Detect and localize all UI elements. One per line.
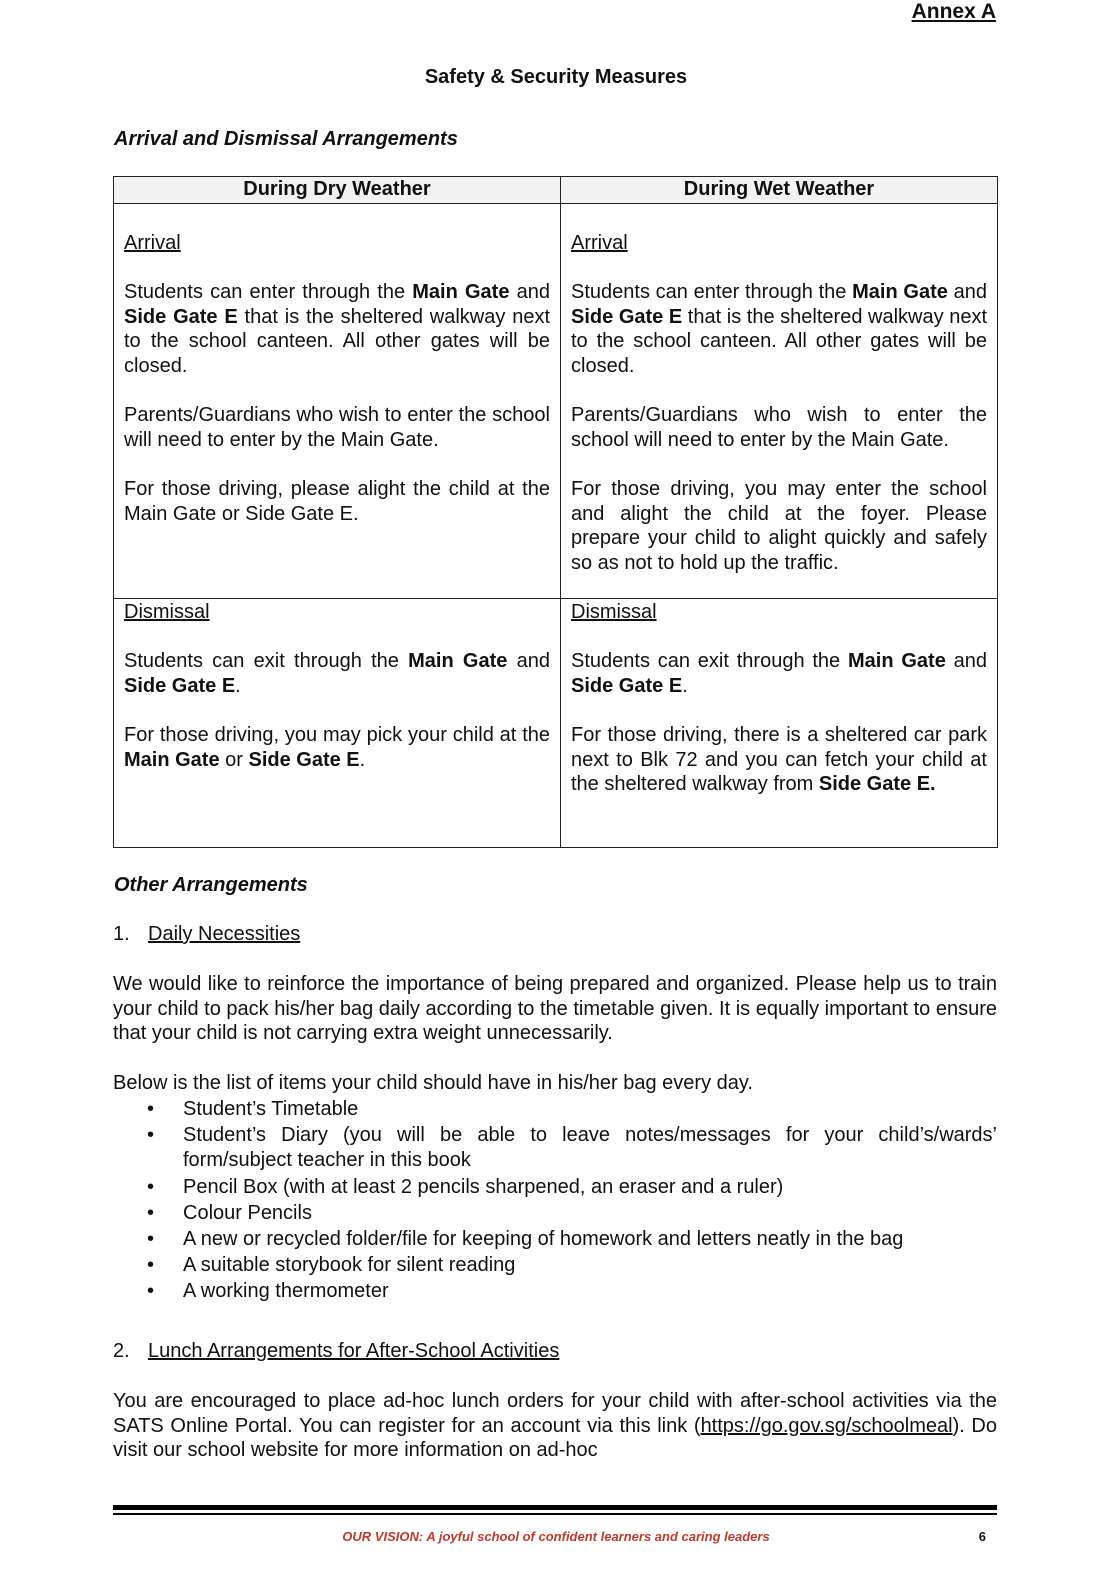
list-item: • A working thermometer: [147, 1280, 389, 1303]
column-header-wet: During Wet Weather: [561, 177, 998, 204]
schoolmeal-link[interactable]: https://go.gov.sg/schoolmeal: [700, 1414, 953, 1437]
dry-arrival-para-3: For those driving, please alight the child at the Main Gate or Side Gate E.: [124, 477, 550, 525]
wet-arrival-label: Arrival: [571, 232, 628, 254]
wet-dismissal-cell: [561, 599, 998, 848]
list-item: • Student’s Timetable: [147, 1098, 359, 1120]
list-item: • Pencil Box (with at least 2 pencils sharpened, an eraser and a ruler): [147, 1175, 784, 1198]
item-2-title: Lunch Arrangements for After-School Activities: [148, 1340, 560, 1362]
wet-arrival-para-3: For those driving, you may enter the school and alight the child at the foyer. Please prepare your child to alight quickly and safely so as not to hold up the traffic.: [571, 477, 987, 574]
dry-dismissal-label: Dismissal: [124, 601, 210, 623]
item-2-heading: [113, 1340, 559, 1363]
item-2-number: 2.: [113, 1340, 130, 1362]
arrangements-table: [113, 176, 998, 848]
wet-arrival-cell: [561, 204, 998, 599]
dry-arrival-para-1: Students can enter through the Main Gate and Side Gate E that is the sheltered walkway next to the school canteen. All other gates will be closed.: [124, 281, 551, 377]
annex-label: Annex A: [911, 0, 996, 23]
item-1-heading: [113, 923, 300, 946]
wet-dismissal-label: Dismissal: [571, 601, 657, 623]
necessities-list: [113, 1097, 997, 1306]
footer-divider-thick: [113, 1505, 997, 1510]
wet-arrival-para-1: Students can enter through the Main Gate and Side Gate E that is the sheltered walkway next to the school canteen. All other gates will be closed.: [571, 281, 987, 377]
arrival-dismissal-heading: Arrival and Dismissal Arrangements: [114, 128, 458, 150]
dry-dismissal-cell: [114, 599, 561, 848]
page-number: 6: [978, 1529, 986, 1544]
wet-dismissal-para-1: Students can exit through the Main Gate and Side Gate E.: [571, 650, 987, 697]
page-title: Safety & Security Measures: [424, 66, 688, 88]
dry-dismissal-para-2: For those driving, you may pick your child at the Main Gate or Side Gate E.: [124, 723, 550, 771]
dry-arrival-cell: [114, 204, 561, 599]
daily-necessities-para-1: We would like to reinforce the importance of being prepared and organized. Please help us to train your child to pack his/her bag daily according to the timetable given. It is equally important to ensure that your child is not carrying extra weight unnecessarily.: [113, 973, 997, 1045]
list-item: • Student’s Diary (you will be able to leave notes/messages for your child’s/wards’ form/subject teacher in this book: [147, 1124, 997, 1172]
dry-arrival-para-2: Parents/Guardians who wish to enter the school will need to enter by the Main Gate.: [124, 404, 550, 451]
dry-arrival-label: Arrival: [124, 232, 181, 254]
item-1-number: 1.: [113, 923, 130, 945]
wet-arrival-para-2: Parents/Guardians who wish to enter the school will need to enter by the Main Gate.: [571, 404, 987, 451]
dry-dismissal-para-1: Students can exit through the Main Gate and Side Gate E.: [124, 650, 551, 697]
item-1-title: Daily Necessities: [148, 923, 301, 945]
footer-divider-thin: [113, 1513, 997, 1515]
lunch-arrangements-para: You are encouraged to place ad-hoc lunch orders for your child with after-school activities via the SATS Online Portal. You can register for an account via this link (https://go.gov.sg/schoolmeal). Do visit our school website for more information on ad-hoc: [113, 1390, 998, 1462]
other-arrangements-heading: Other Arrangements: [114, 874, 308, 896]
list-item: • A suitable storybook for silent reading: [147, 1254, 516, 1277]
wet-dismissal-para-2: For those driving, there is a sheltered car park next to Blk 72 and you can fetch your child at the sheltered walkway from Side Gate E.: [571, 723, 987, 796]
vision-statement: OUR VISION: A joyful school of confident learners and caring leaders: [342, 1529, 770, 1544]
column-header-dry: During Dry Weather: [114, 177, 561, 204]
list-item: • Colour Pencils: [147, 1201, 312, 1224]
daily-necessities-para-2: Below is the list of items your child should have in his/her bag every day.: [113, 1072, 753, 1094]
list-item: • A new or recycled folder/file for keeping of homework and letters neatly in the bag: [147, 1228, 904, 1251]
